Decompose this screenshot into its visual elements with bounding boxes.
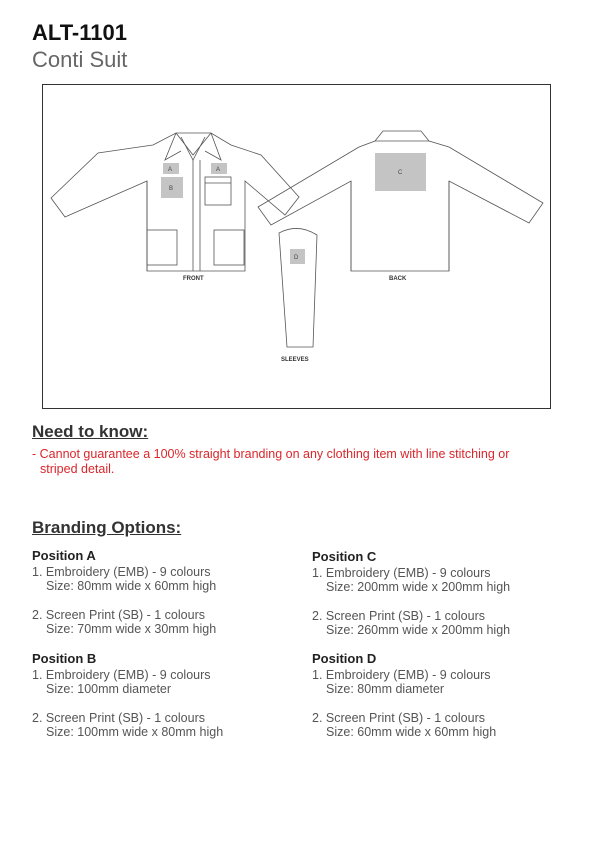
branding-options-heading: Branding Options: [32,518,182,537]
zone-a-left-label: A [168,167,173,173]
position-d-option-1: 1. Embroidery (EMB) - 9 colours [312,667,491,682]
position-a-title: Position A [32,548,96,563]
position-d-option-2: 2. Screen Print (SB) - 1 colours [312,710,485,725]
position-a [32,549,292,637]
back-label: BACK [389,276,407,282]
position-b [32,652,292,740]
zone-a-right-label: A [216,167,221,173]
need-to-know-heading: Need to know: [32,422,149,441]
zone-b-label: B [169,186,174,192]
position-b-title: Position B [32,651,97,666]
notice-line-2: striped detail. [40,462,115,476]
position-b-size-1: Size: 100mm diameter [46,682,172,696]
notice-line-1: - Cannot guarantee a 100% straight branding on any clothing item with line stitching or [32,447,510,461]
position-d-title: Position D [312,651,377,666]
product-name: Conti Suit [32,47,128,72]
garment-drawing [43,85,552,410]
sleeve [279,228,317,363]
position-a-option-2: 2. Screen Print (SB) - 1 colours [32,607,205,622]
sleeves-label: SLEEVES [281,357,309,363]
position-a-size-1: Size: 80mm wide x 60mm high [46,579,217,593]
position-b-size-2: Size: 100mm wide x 80mm high [46,725,224,739]
position-b-option-1: 1. Embroidery (EMB) - 9 colours [32,667,211,682]
position-b-option-2: 2. Screen Print (SB) - 1 colours [32,710,205,725]
zone-c-label: C [398,170,403,176]
position-c [312,550,572,638]
position-c-option-2: 2. Screen Print (SB) - 1 colours [312,608,485,623]
front-label: FRONT [183,276,204,282]
front-jacket [51,133,299,282]
position-a-option-1: 1. Embroidery (EMB) - 9 colours [32,564,211,579]
position-d-size-2: Size: 60mm wide x 60mm high [326,725,497,739]
need-to-know-notice [32,447,552,477]
zone-d-label: D [294,255,299,261]
position-c-option-1: 1. Embroidery (EMB) - 9 colours [312,565,491,580]
position-a-size-2: Size: 70mm wide x 30mm high [46,622,217,636]
position-c-title: Position C [312,549,377,564]
position-c-size-1: Size: 200mm wide x 200mm high [326,580,511,594]
position-d [312,652,572,740]
position-c-size-2: Size: 260mm wide x 200mm high [326,623,511,637]
product-code: ALT-1101 [32,20,127,45]
position-d-size-1: Size: 80mm diameter [326,682,445,696]
garment-diagram [42,84,551,409]
